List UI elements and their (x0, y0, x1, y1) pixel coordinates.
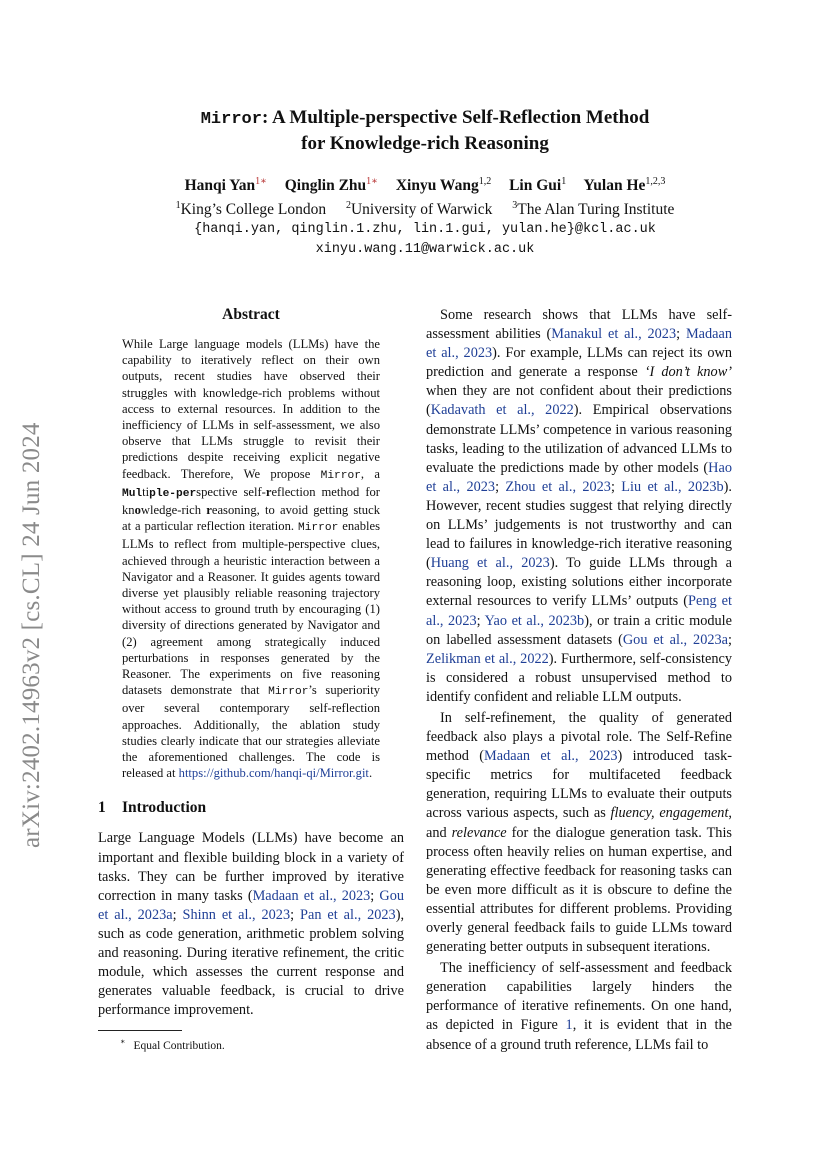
citation-link[interactable]: Liu et al., 2023b (621, 478, 724, 495)
footnote: ∗ Equal Contribution. (120, 1037, 225, 1053)
author-list: Hanqi Yan$^{1∗}$ Qinglin Zhu$^{1∗}$ Xinyu Wang$^{1,2}$ Lin Gui$^1$ Yulan He$^{1,2,3}$ (184, 176, 666, 195)
citation-link[interactable]: Gou et al., 2023a (98, 887, 404, 923)
author: Xinyu Wang (395, 177, 479, 195)
affiliation: The Alan Turing Institute (517, 201, 675, 219)
citation-link[interactable]: Manakul et al., 2023 (551, 326, 677, 343)
citation-link[interactable]: Yao et al., 2023b (484, 612, 585, 629)
intro-paragraph: Large Language Models (LLMs) have become an important and flexible building block in a variety of tasks. They can be further improved by iterative correction in many tasks (Madaan et al., 2023; Gou et al., 2023a; Shinn et al., 2023; Pan et al., 2023), such as code generation, arithmetic problem solving and reasoning. During iterative refinement, the critic module, which assesses the current response and generates valuable feedback, is crucial to drive performance improvement. (98, 830, 405, 1019)
body-paragraph: The inefficiency of self-assessment and feedback generation capabilities largely hinders the performance of iterative refinements. On one hand, as depicted in Figure 1, it is evident that in the absence of a ground truth reference, LLMs fail to (426, 960, 732, 1053)
citation-link[interactable]: Peng et al., 2023 (426, 593, 732, 629)
title-line1: : A Multiple-perspective Self-Reflection Method (261, 107, 650, 128)
citation-link[interactable]: Huang et al., 2023 (430, 555, 550, 572)
emails (100, 220, 750, 260)
citation-link[interactable]: Pan et al., 2023 (300, 906, 396, 923)
affiliation: King’s College London (180, 201, 327, 219)
citation-link[interactable]: Shinn et al., 2023 (182, 906, 291, 923)
citation-link[interactable]: Madaan et al., 2023 (426, 326, 732, 362)
citation-link[interactable]: Zelikman et al., 2022 (426, 650, 549, 667)
citation-link[interactable]: Hao et al., 2023 (426, 459, 732, 495)
citation-link[interactable]: Madaan et al., 2023 (252, 887, 371, 904)
email-line: {hanqi.yan, qinglin.1.zhu, lin.1.gui, yulan.he}@kcl.ac.uk (194, 222, 656, 238)
email-line: xinyu.wang.11@warwick.ac.uk (315, 242, 535, 258)
citation-link[interactable]: Kadavath et al., 2022 (430, 402, 574, 419)
code-link[interactable]: https://github.com/hanqi-qi/Mirror.git (178, 766, 369, 781)
author: Qinglin Zhu (284, 177, 367, 195)
title-block (100, 106, 750, 260)
body-paragraph: Some research shows that LLMs have self-assessment abilities (Manakul et al., 2023; Madaan et al., 2023). For example, LLMs can reject its own prediction and generate a response ‘I don’t know’ when they are not confident about their predictions (Kadavath et al., 2022). Empirical observations demonstrate LLMs’ competence in various reasoning tasks, leading to the utilization of advanced LLMs to evaluate the predictions made by other models (Hao et al., 2023; Zhou et al., 2023; Liu et al., 2023b). However, recent studies suggest that relying directly on LLMs’ judgements is not trustworthy and can lead to failures in knowledge-rich iterative reasoning (Huang et al., 2023). To guide LLMs through a reasoning loop, existing solutions either incorporate external resources to verify LLMs’ outputs (Peng et al., 2023; Yao et al., 2023b), or train a critic module on labelled assessment datasets (Gou et al., 2023a; Zelikman et al., 2022). Furthermore, self-consistency is considered a robust unsupervised method to identify confident and reliable LLM outputs. (426, 307, 733, 705)
abstract-heading: Abstract (222, 306, 280, 323)
arxiv-side-stamp: arXiv:2402.14963v2 [cs.CL] 24 Jun 2024 (18, 422, 45, 848)
affiliation: University of Warwick (350, 201, 493, 219)
author: Yulan He (583, 177, 646, 195)
section-heading-introduction: 1 Introduction (98, 799, 207, 817)
citation-link[interactable]: Zhou et al., 2023 (505, 478, 611, 495)
left-column (98, 306, 404, 1052)
paper-title (100, 106, 750, 156)
author: Hanqi Yan (184, 177, 256, 195)
figure-link[interactable]: 1 (565, 1017, 573, 1034)
right-column (426, 306, 732, 1055)
body-paragraph: In self-refinement, the quality of generated feedback also plays a pivotal role. The Self-Refine method (Madaan et al., 2023) introduced task-specific metrics for multifaceted feedback generation, requiring LLMs to evaluate their outputs across various aspects, such as fluency, engagement, and relevance for the dialogue generation task. This process often heavily relies on human expertise, and generating effective feedback for reasoning tasks can be even more difficult as it is obscure to define the essential attributes for different problems. Providing overly general feedback fails to guide LLMs toward generating better outputs in subsequent iterations. (426, 709, 732, 956)
author: Lin Gui (509, 177, 562, 195)
citation-link[interactable]: Madaan et al., 2023 (484, 748, 618, 765)
footnote-rule (98, 1030, 182, 1031)
citation-link[interactable]: Gou et al., 2023a (622, 631, 728, 648)
abstract-text: While Large language models (LLMs) have the capability to iteratively reflect on their own outputs, recent studies have observed their struggles with knowledge-rich problems without access to external resources. In addition to the inefficiency of LLMs in self-assessment, we also observe that LLMs struggle to revisit their predictions despite receiving explicit negative feedback. Therefore, We propose Mirror, a Multiple-perspective self-reflection method for knowledge-rich reasoning, to avoid getting stuck at a particular reflection iteration. Mirror enables LLMs to reflect from multiple-perspective clues, achieved through a heuristic interaction between a Navigator and a Reasoner. It guides agents toward diverse yet plausibly reliable reasoning trajectory without access to ground truth by encouraging (1) diversity of directions generated by Navigator and (2) agreement among strategically induced perturbations in responses generated by the Reasoner. The experiments on five reasoning datasets demonstrate that Mirror’s superiority over several contemporary self-reflection approaches. Additionally, the ablation study studies clearly indicate that our strategies alleviate the aforementioned challenges. The code is released at https://github.com/hanqi-qi/Mirror.git. (122, 337, 380, 781)
affiliations: $^1$King’s College London $^2$University of Warwick $^3$The Alan Turing Institute (175, 200, 675, 219)
title-mirror: Mirror (200, 110, 262, 129)
title-line2: for Knowledge-rich Reasoning (301, 133, 549, 154)
